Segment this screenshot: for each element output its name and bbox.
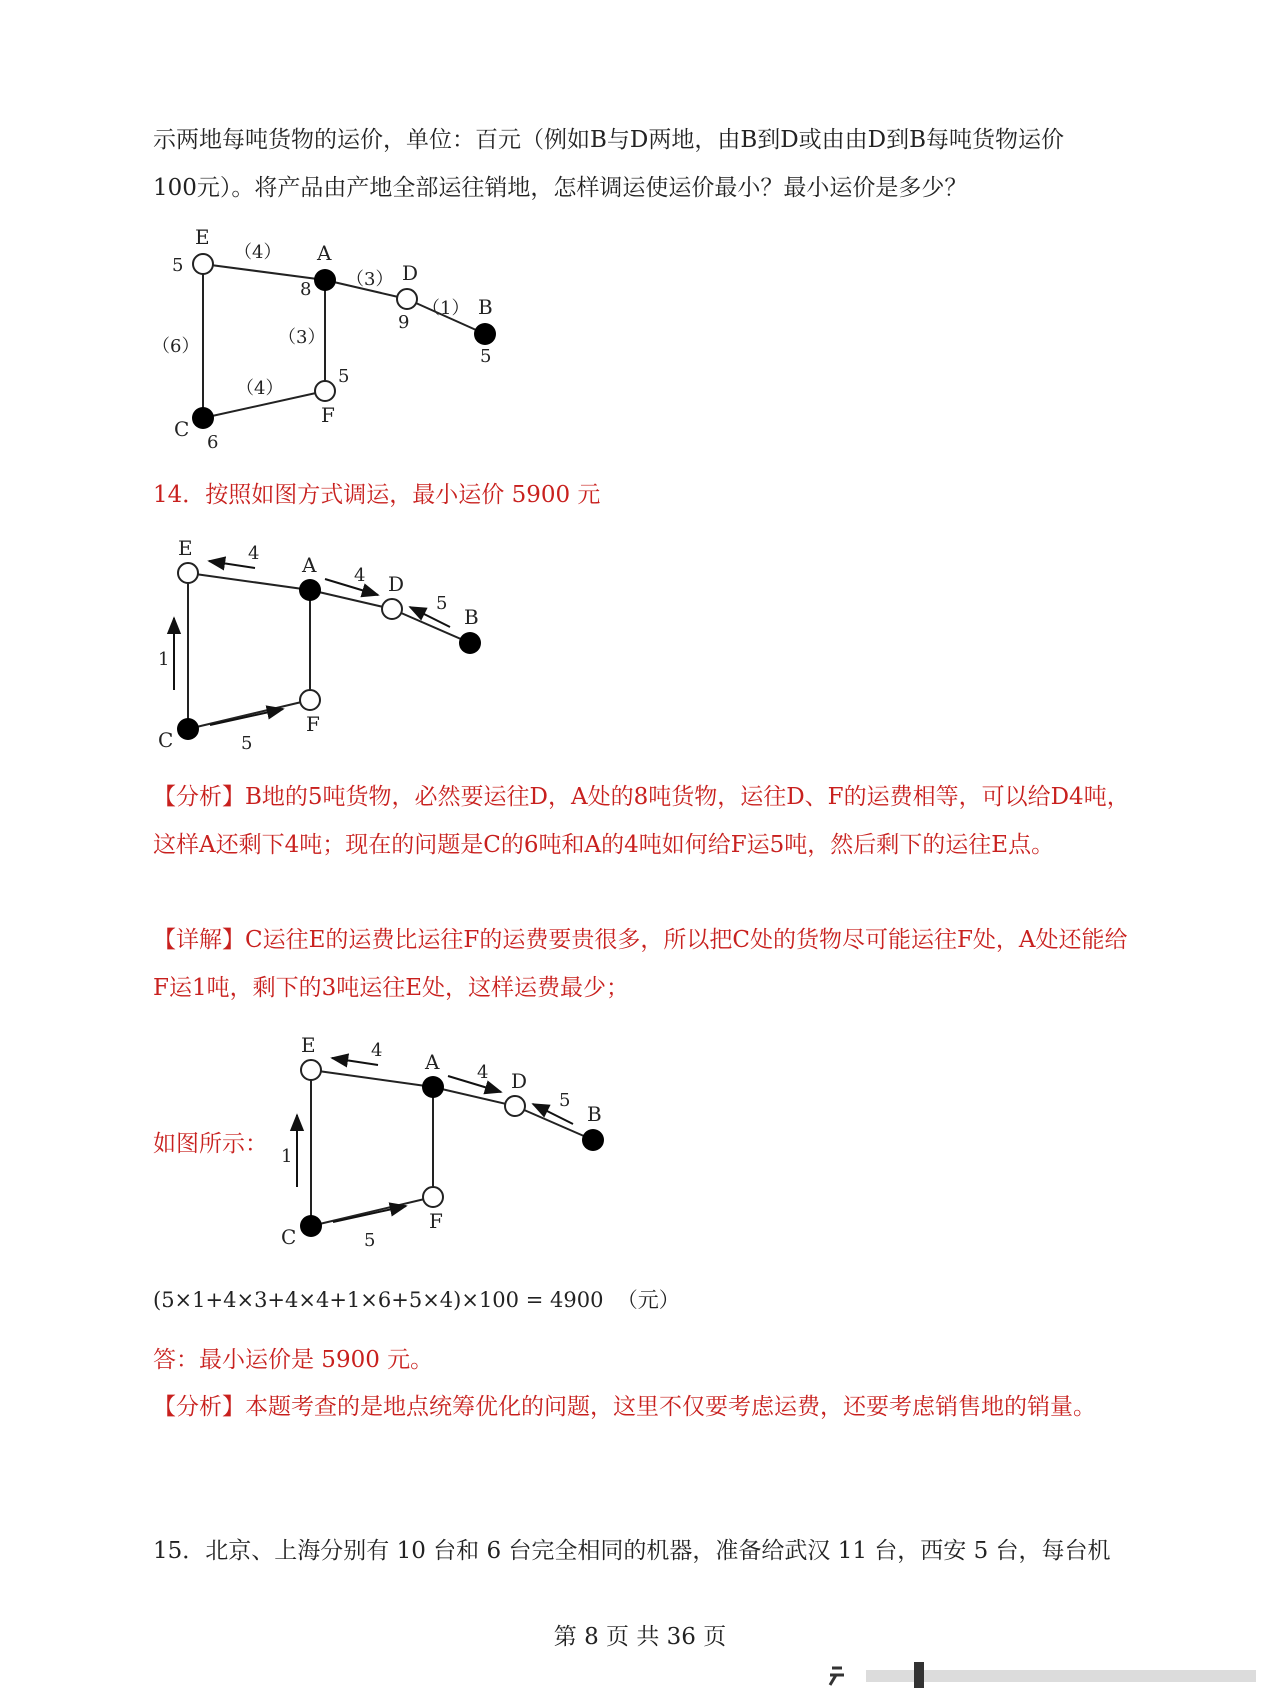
flow-c-f: 5	[241, 733, 253, 754]
label-d: D	[402, 261, 419, 285]
arrow-a-to-d	[448, 1076, 501, 1092]
label-a: A	[425, 1050, 440, 1074]
analysis-tag: 【分析】	[153, 784, 245, 810]
node-f	[300, 690, 320, 710]
node-f	[423, 1187, 443, 1207]
node-a	[314, 269, 336, 291]
flow-b-d: 5	[559, 1090, 571, 1111]
node-e	[301, 1060, 321, 1080]
node-b	[474, 323, 496, 345]
arrow-c-to-f	[333, 1206, 406, 1222]
node-c	[192, 407, 214, 429]
cost-e-a: （4）	[234, 242, 282, 263]
intro-text	[153, 116, 1143, 212]
label-c: C	[174, 417, 190, 441]
edge-e-a	[203, 264, 325, 280]
label-f: F	[306, 712, 320, 736]
label-d: D	[388, 572, 405, 596]
analysis-summary-tag: 【分析】	[153, 1394, 245, 1420]
node-d	[382, 599, 402, 619]
flow-a-e: 4	[371, 1040, 383, 1061]
answer-14: 14．按照如图方式调运，最小运价 5900 元	[153, 482, 601, 508]
supply-b: 5	[480, 346, 492, 367]
as-shown-label: 如图所示：	[153, 1131, 268, 1157]
flow-c-e: 1	[158, 649, 170, 670]
watermark-logo	[826, 1660, 1266, 1690]
node-b	[582, 1129, 604, 1151]
cost-a-d: （3）	[346, 269, 394, 290]
node-d	[505, 1096, 525, 1116]
supply-e: 5	[172, 255, 184, 276]
detail-text: C运往E的运费比运往F的运费要贵很多，所以把C处的货物尽可能运往F处，A处还能给F运1吨，剩下的3吨运往E处，这样运费最少；	[153, 927, 1128, 1001]
cost-formula	[153, 1284, 680, 1314]
label-e: E	[301, 1033, 316, 1057]
label-b: B	[464, 605, 479, 629]
page-number: 第 8 页 共 36 页	[553, 1624, 727, 1650]
node-e	[178, 563, 198, 583]
formula-expression: (5×1+4×3+4×4+1×6+5×4)×100 = 4900	[153, 1288, 604, 1312]
supply-c: 6	[207, 432, 219, 453]
flow-c-e: 1	[281, 1146, 293, 1167]
detail-paragraph	[153, 916, 1143, 1012]
node-f	[315, 381, 335, 401]
flow-c-f: 5	[364, 1230, 376, 1251]
analysis-summary	[153, 1388, 1096, 1421]
intro-line-2: 100元）。将产品由产地全部运往销地，怎样调运使运价最小？最小运价是多少？	[153, 175, 968, 201]
label-a: A	[302, 553, 317, 577]
flow-a-e: 4	[248, 543, 260, 564]
node-d	[397, 289, 417, 309]
final-answer: 答：最小运价是 5900 元。	[153, 1347, 434, 1373]
label-f: F	[429, 1209, 443, 1233]
solution-flow-diagram-repeat	[273, 1032, 613, 1262]
node-a	[299, 579, 321, 601]
label-c: C	[281, 1225, 297, 1249]
flow-a-d: 4	[477, 1062, 489, 1083]
flow-b-d: 5	[436, 593, 448, 614]
flow-a-d: 4	[354, 565, 366, 586]
arrow-a-to-d	[325, 579, 378, 595]
solution-flow-diagram	[150, 535, 490, 765]
cost-d-b: （1）	[422, 298, 470, 319]
label-b: B	[587, 1102, 602, 1126]
cost-a-f: （3）	[278, 327, 326, 348]
node-a	[422, 1076, 444, 1098]
label-b: B	[478, 295, 493, 319]
analysis-summary-text: 本题考查的是地点统筹优化的问题，这里不仅要考虑运费，还要考虑销售地的销量。	[245, 1394, 1096, 1420]
label-a: A	[317, 241, 332, 265]
label-f: F	[321, 403, 335, 427]
cost-c-f: （4）	[236, 378, 284, 399]
detail-tag: 【详解】	[153, 927, 245, 953]
label-e: E	[178, 536, 193, 560]
supply-f: 5	[338, 366, 350, 387]
question-15: 15．北京、上海分别有 10 台和 6 台完全相同的机器，准备给武汉 11 台，西安 5 台，每台机	[153, 1538, 1111, 1564]
label-d: D	[511, 1069, 528, 1093]
arrow-c-to-f	[210, 709, 283, 725]
intro-line-1: 示两地每吨货物的运价，单位：百元（例如B与D两地，由B到D或由由D到B每吨货物运价	[153, 127, 1065, 153]
analysis-text: B地的5吨货物，必然要运往D，A处的8吨货物，运往D、F的运费相等，可以给D4吨，这样A还剩下4吨；现在的问题是C的6吨和A的4吨如何给F运5吨，然后剩下的运往E点。	[153, 784, 1130, 858]
supply-d: 9	[398, 312, 410, 333]
transport-network-diagram	[150, 222, 510, 452]
supply-a: 8	[300, 279, 312, 300]
label-c: C	[158, 728, 174, 752]
node-c	[300, 1215, 322, 1237]
node-e	[193, 254, 213, 274]
node-c	[177, 718, 199, 740]
node-b	[459, 632, 481, 654]
label-e: E	[195, 225, 210, 249]
analysis-paragraph	[153, 773, 1143, 869]
formula-unit: （元）	[616, 1288, 680, 1312]
cost-e-c: （6）	[152, 336, 200, 357]
